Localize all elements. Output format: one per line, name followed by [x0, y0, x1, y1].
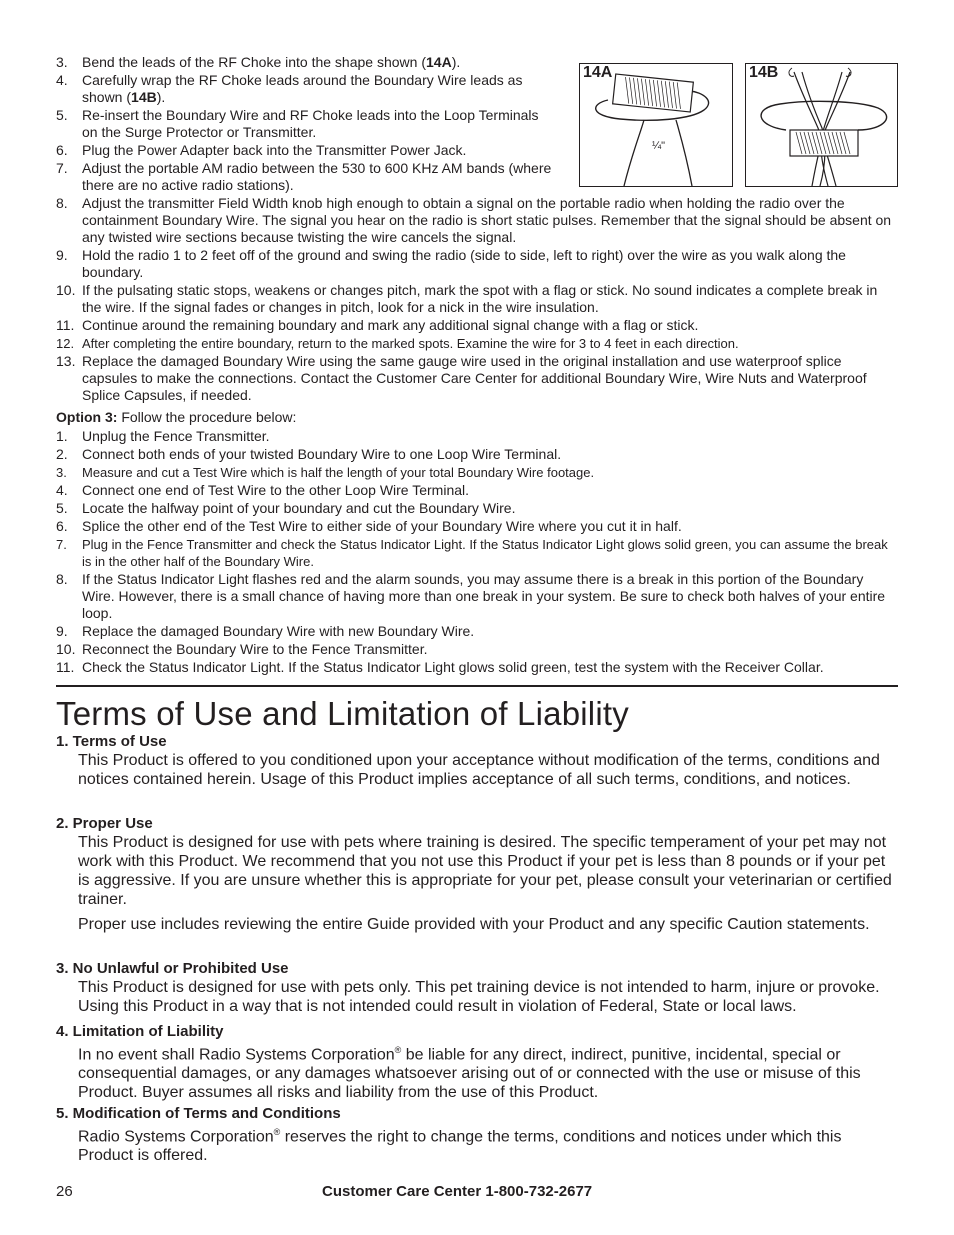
section-paragraph: This Product is offered to you conditioned upon your acceptance without modification of the terms, conditions and notices contained herein. Usage of this Product implies acceptance of all such terms, conditions, and notices. [78, 752, 880, 788]
option-3-steps-list [56, 428, 896, 677]
section-paragraph: Radio Systems Corporation® reserves the right to change the terms, conditions and notices under which this Product is offered. [78, 1127, 842, 1165]
terms-section-5 [56, 1105, 898, 1165]
registered-mark: ® [394, 1045, 402, 1055]
list-item: 9. Replace the damaged Boundary Wire with new Boundary Wire. [56, 623, 475, 639]
section-title: 5. Modification of Terms and Conditions [56, 1105, 341, 1122]
list-item: 3. Bend the leads of the RF Choke into the shape shown (14A). [56, 54, 461, 70]
section-heading: Terms of Use and Limitation of Liability [56, 695, 629, 732]
list-item: 8. If the Status Indicator Light flashes red and the alarm sounds, you may assume there is a break in this portion of the Boundary Wire. However, there is a small chance of having more than one break in your system. Be sure to check both halves of your entire loop. [56, 571, 886, 621]
terms-section-3 [56, 960, 898, 1016]
section-divider [56, 685, 898, 687]
list-item: 5. Locate the halfway point of your boundary and cut the Boundary Wire. [56, 500, 516, 516]
figure-14a-rf-choke-bent [579, 63, 733, 187]
list-item: 2. Connect both ends of your twisted Boundary Wire to one Loop Wire Terminal. [56, 446, 562, 462]
section-title: 4. Limitation of Liability [56, 1023, 224, 1040]
section-paragraph: In no event shall Radio Systems Corporation® be liable for any direct, indirect, punitive, incidental, special or consequential damages, or any damages whatsoever arising out of or connected with the use or misuse of this Product. Buyer assumes all risks and liability from the use of this Product. [78, 1045, 861, 1102]
list-item: 9. Hold the radio 1 to 2 feet off of the ground and swing the radio (side to side, left to right) over the wire as you walk along the boundary. [56, 247, 846, 280]
section-paragraph: This Product is designed for use with pets where training is desired. The specific temperament of your pet may not work with this Product. We recommend that you not use this Product if your pet is less than 8 pounds or if your pet is aggressive. If you are unsure whether this is appropriate for your pet, please consult your veterinarian or certified trainer. [78, 834, 892, 908]
list-item: 4. Connect one end of Test Wire to the other Loop Wire Terminal. [56, 482, 470, 498]
list-item: 1. Unplug the Fence Transmitter. [56, 428, 270, 444]
rf-choke-wrapped-illustration [746, 64, 897, 186]
figure-label-14a: 14A [583, 64, 613, 81]
list-item: 5. Re-insert the Boundary Wire and RF Choke leads into the Loop Terminals on the Surge Protector or Transmitter. [56, 107, 539, 140]
list-item: 4. Carefully wrap the RF Choke leads around the Boundary Wire leads as shown (14B). [56, 72, 523, 105]
terms-section-2 [56, 815, 898, 934]
option-3-intro: Option 3: Follow the procedure below: [56, 409, 297, 425]
figure-label-14b: 14B [749, 64, 779, 81]
list-item: 6. Plug the Power Adapter back into the Transmitter Power Jack. [56, 142, 467, 158]
section-paragraph: Proper use includes reviewing the entire Guide provided with your Product and any specific Caution statements. [78, 916, 870, 933]
list-item: 3. Measure and cut a Test Wire which is half the length of your total Boundary Wire footage. [56, 465, 595, 480]
section-paragraph: This Product is designed for use with pets only. This pet training device is not intended to harm, injure or provoke. Using this Product in a way that is not intended could result in violation of Federal, State or local laws. [78, 979, 880, 1015]
list-item: 11. Continue around the remaining boundary and mark any additional signal change with a flag or stick. [56, 317, 699, 333]
list-item: 7. Adjust the portable AM radio between the 530 to 600 KHz AM bands (where there are no active radio stations). [56, 160, 552, 193]
list-item: 11. Check the Status Indicator Light. If the Status Indicator Light glows solid green, test the system with the Receiver Collar. [56, 659, 824, 675]
page-number: 26 [56, 1183, 73, 1200]
rf-choke-bent-illustration [580, 64, 732, 186]
list-item: 8. Adjust the transmitter Field Width knob high enough to obtain a signal on the portable radio when holding the radio over the containment Boundary Wire. The signal you hear on the radio is short static pulses. Remember that the signal should be absent on any twisted wire sections because twisting the wire cancels the signal. [56, 195, 892, 245]
terms-section-1 [56, 733, 898, 789]
section-title: 2. Proper Use [56, 815, 153, 832]
list-item: 12. After completing the entire boundary, return to the marked spots. Examine the wire for 3 to 4 feet in each direction. [56, 336, 739, 351]
dimension-label: ¼" [652, 140, 666, 152]
section-title: 3. No Unlawful or Prohibited Use [56, 960, 289, 977]
terms-section-4 [56, 1023, 898, 1102]
list-item: 10. Reconnect the Boundary Wire to the Fence Transmitter. [56, 641, 428, 657]
registered-mark: ® [273, 1127, 281, 1137]
list-item: 6. Splice the other end of the Test Wire to either side of your Boundary Wire where you cut it in half. [56, 518, 682, 534]
figure-14b-choke-wrapped [745, 63, 898, 187]
list-item: 13. Replace the damaged Boundary Wire using the same gauge wire used in the original installation and use waterproof splice capsules to make the connections. Contact the Customer Care Center for additional Boundary Wire, Wire Nuts and Waterproof Splice Capsules, if needed. [56, 353, 867, 403]
list-item: 7. Plug in the Fence Transmitter and check the Status Indicator Light. If the Status Indicator Light glows solid green, you can assume the break is in the other half of the Boundary Wire. [56, 537, 888, 569]
list-item: 10. If the pulsating static stops, weakens or changes pitch, mark the spot with a flag or stick. No sound indicates a complete break in the wire. If the signal fades or changes in pitch, look for a nick in the wire insulation. [56, 282, 878, 315]
section-title: 1. Terms of Use [56, 733, 167, 750]
footer-contact: Customer Care Center 1-800-732-2677 [322, 1183, 593, 1200]
